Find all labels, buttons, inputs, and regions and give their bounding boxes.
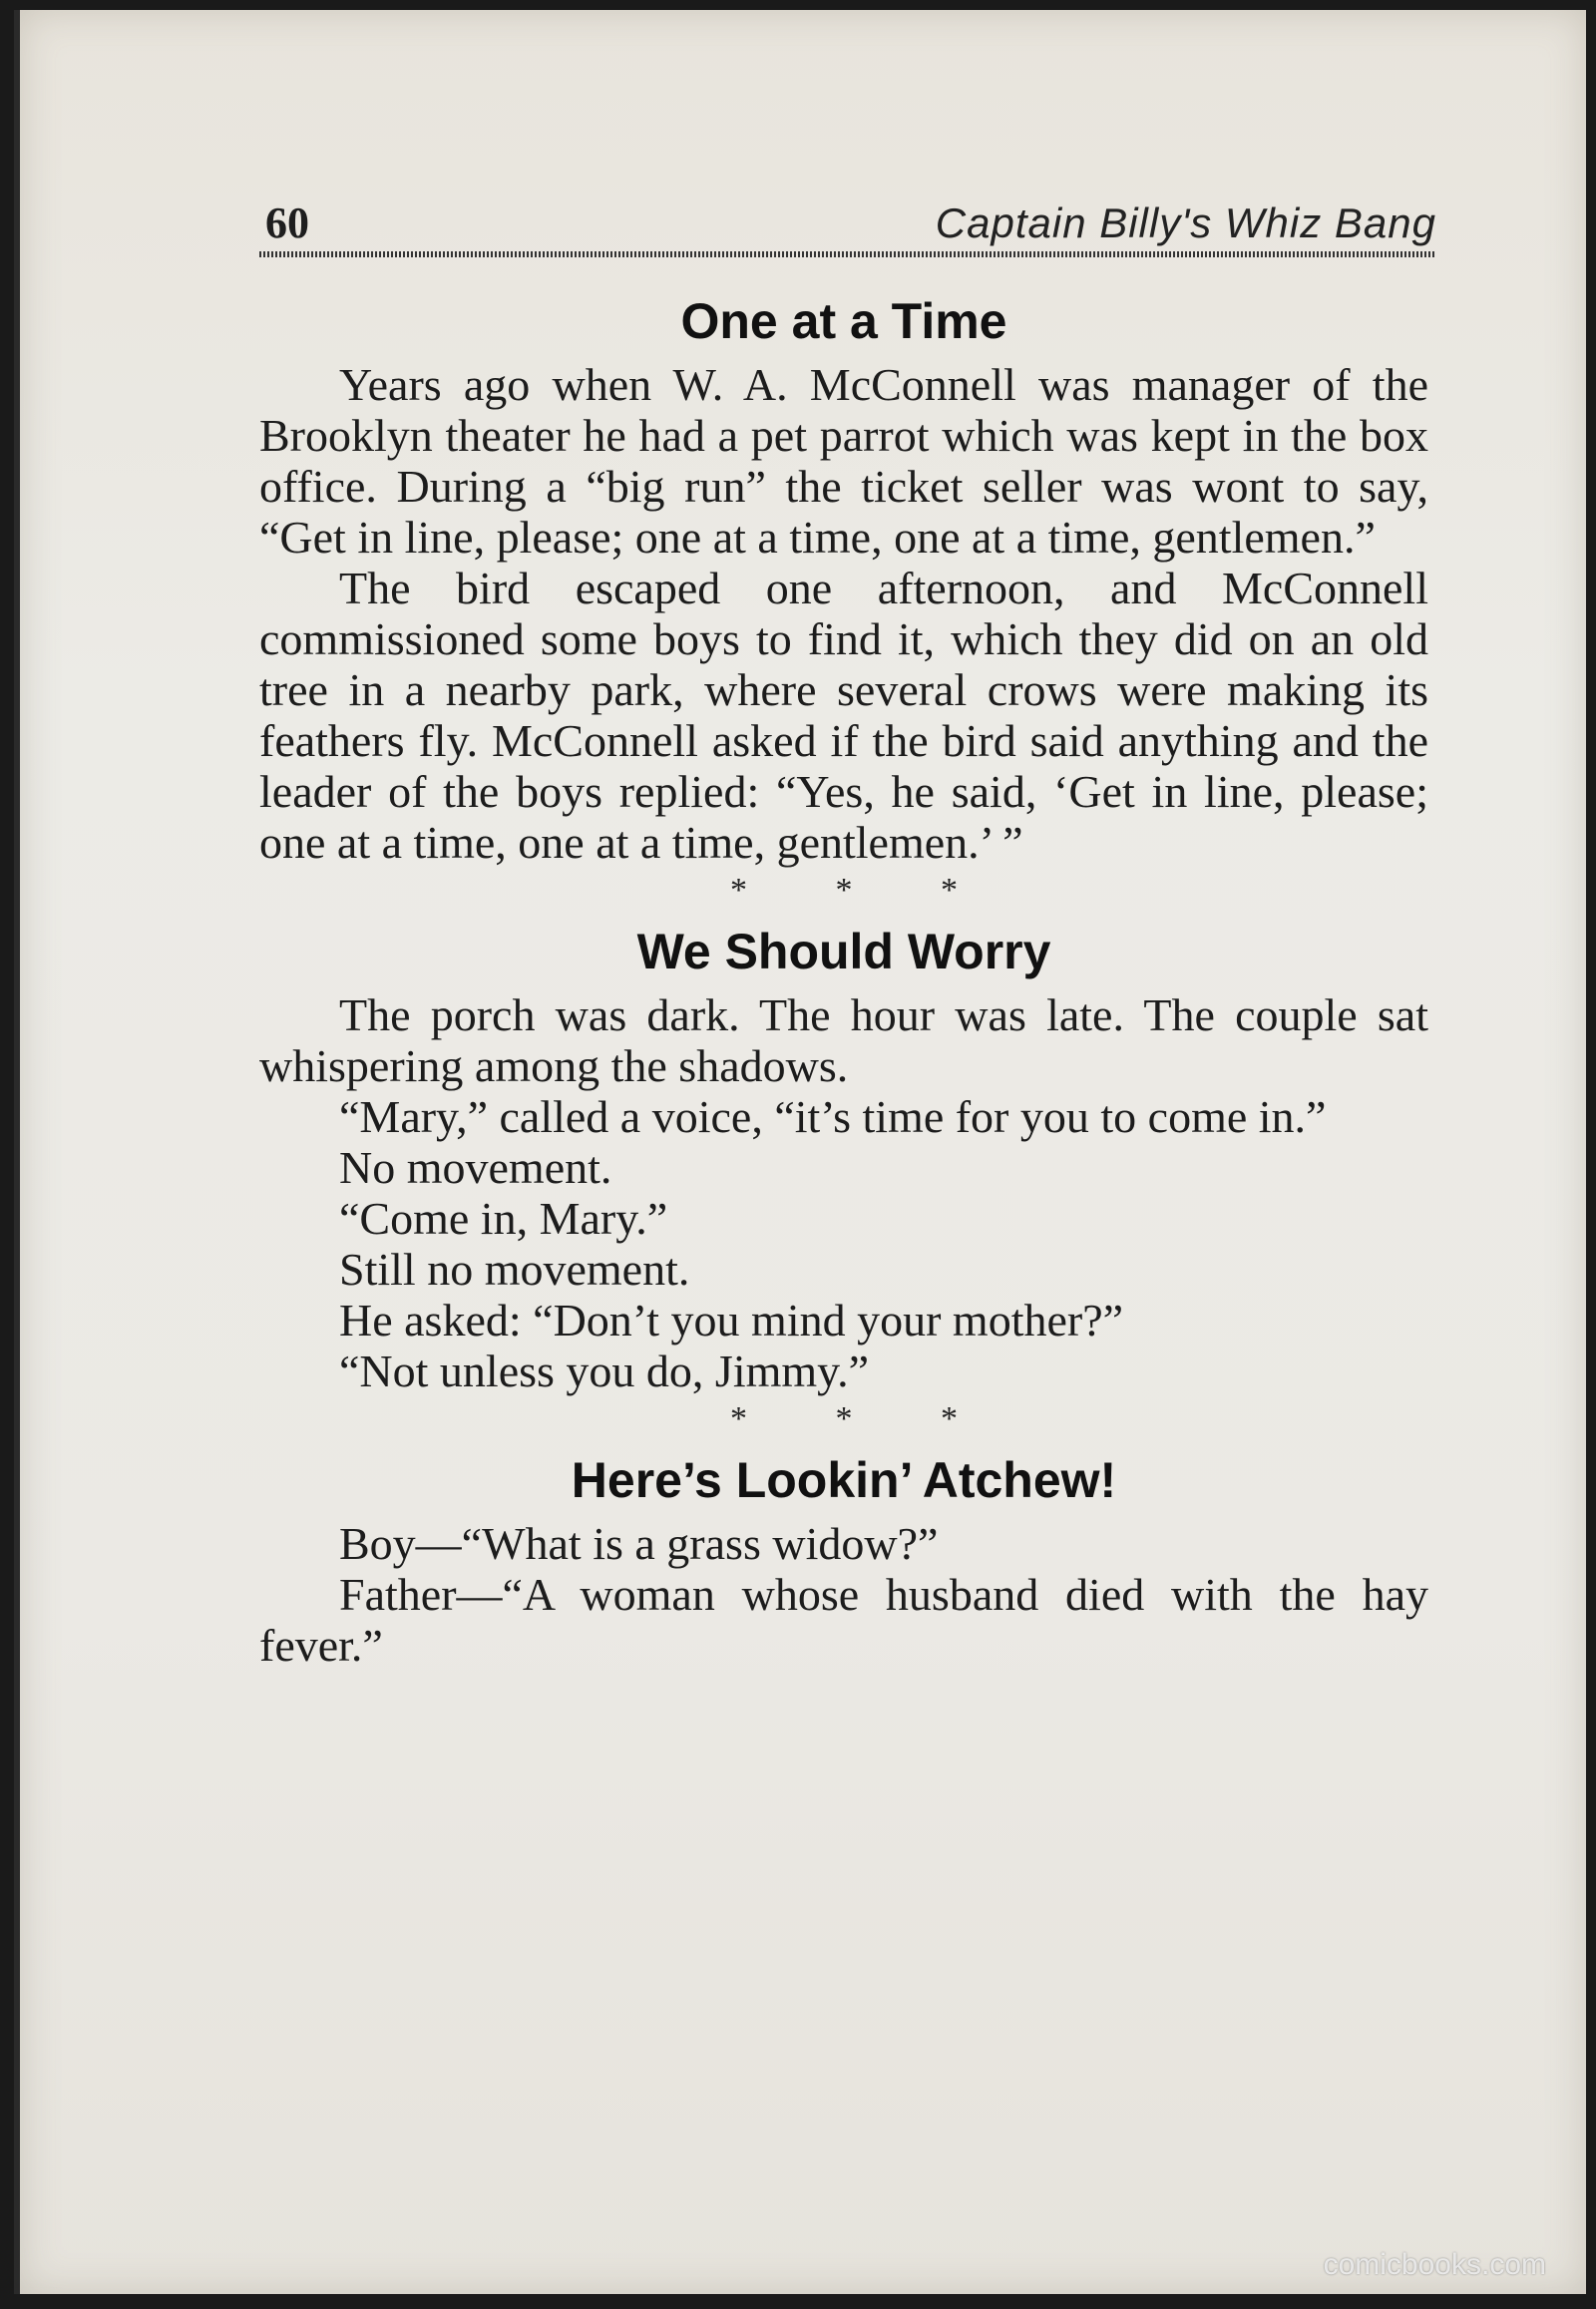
running-head bbox=[249, 188, 1436, 257]
magazine-title: Captain Billy's Whiz Bang bbox=[935, 199, 1436, 246]
article-paragraph: “Not unless you do, Jimmy.” bbox=[339, 1346, 870, 1396]
page-number: 60 bbox=[265, 198, 309, 247]
article-one-at-a-time bbox=[259, 291, 1428, 868]
page-content bbox=[259, 291, 1428, 1671]
article-title: One at a Time bbox=[680, 293, 1007, 349]
article-title: Here’s Lookin’ Atchew! bbox=[571, 1452, 1117, 1508]
article-title: We Should Worry bbox=[636, 924, 1051, 979]
article-paragraph: “Come in, Mary.” bbox=[339, 1193, 668, 1244]
article-paragraph: Years ago when W. A. McConnell was manager of the Brooklyn theater he had a pet parrot which was kept in the box office. During a “big run” the ticket seller was wont to say, “Get in line, please; one at a time, one at a time, gentlemen.” bbox=[259, 359, 1428, 563]
article-paragraph: Boy—“What is a grass widow?” bbox=[339, 1518, 939, 1569]
header-rule bbox=[259, 251, 1436, 257]
article-paragraph: The bird escaped one afternoon, and McConnell commissioned some boys to find it, which they did on an old tree in a nearby park, where several crows were making its feathers fly. McConnell asked if the bird said anything and the leader of the boys replied: “Yes, he said, ‘Get in line, please; one at a time, one at a time, gentlemen.’ ” bbox=[259, 563, 1428, 868]
article-paragraph: He asked: “Don’t you mind your mother?” bbox=[339, 1295, 1124, 1346]
article-paragraph: “Mary,” called a voice, “it’s time for you to come in.” bbox=[339, 1091, 1327, 1142]
article-we-should-worry bbox=[259, 922, 1428, 1396]
section-separator: * * * bbox=[730, 1400, 998, 1437]
watermark: comicbooks.com bbox=[1323, 2248, 1546, 2281]
article-paragraph: Still no movement. bbox=[339, 1244, 690, 1295]
article-paragraph: Father—“A woman whose husband died with the hay fever.” bbox=[259, 1569, 1428, 1671]
article-heres-lookin-atchew bbox=[259, 1450, 1428, 1671]
magazine-page bbox=[14, 10, 1586, 2294]
section-separator: * * * bbox=[730, 872, 998, 909]
article-paragraph: No movement. bbox=[339, 1142, 612, 1193]
article-paragraph: The porch was dark. The hour was late. The couple sat whispering among the shadows. bbox=[259, 989, 1428, 1091]
